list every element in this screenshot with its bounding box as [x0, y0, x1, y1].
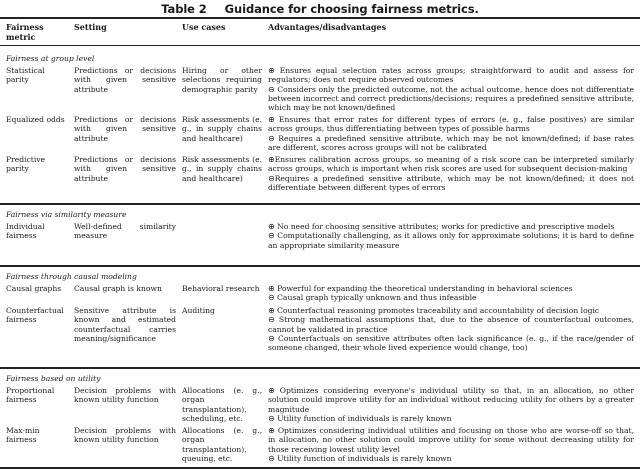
section-title-similarity: Fairness via similarity measure: [6, 210, 127, 219]
use-cases-cell: Hiring or other selections requiring demographic parity: [182, 66, 262, 94]
use-cases-cell: Allocations (e. g., organ transplantation), queuing, etc.: [182, 426, 262, 463]
disadvantage-text: Strong mathematical assumptions that, due to the absence of counterfactual outcomes, cannot be validated in practice: [268, 315, 634, 334]
setting-cell: Predictions or decisions with given sensitive attribute: [74, 155, 176, 183]
minus-icon: ⊖: [268, 315, 275, 325]
section-title-utility: Fairness based on utility: [6, 374, 101, 383]
setting-cell: Well-defined similarity measure: [74, 222, 176, 241]
advantage-text: No need for choosing sensitive attributes; works for predictive and prescriptive models: [277, 222, 615, 231]
table-title: Guidance for choosing fairness metrics.: [224, 2, 479, 16]
setting-cell: Decision problems with known utility function: [74, 386, 176, 405]
advantages-cell: [268, 66, 634, 112]
use-cases-cell: Risk assessments (e. g., in supply chains and healthcare): [182, 155, 262, 183]
advantages-cell: [268, 386, 634, 423]
advantages-cell: [268, 155, 634, 192]
setting-cell: Predictions or decisions with given sensitive attribute: [74, 115, 176, 143]
section-title-group-level: Fairness at group level: [6, 54, 95, 63]
plus-icon: ⊕: [268, 426, 275, 435]
plus-icon: ⊕: [268, 66, 275, 75]
advantage-text: Optimizes considering everyone's individual utility so that, in an allocation, no other solution could improve utility for an individual without reducing utility for others by a greater magnitude: [268, 386, 634, 414]
disadvantage-text: Considers only the predicted outcome, not the actual outcome, hence does not differentiate between incorrect and correct predictions/decisions; requires a predefined sensitive attribute, which may be not known/defined: [268, 84, 634, 113]
use-cases-cell: Auditing: [182, 306, 215, 315]
top-rule: [0, 17, 640, 19]
use-cases-cell: Allocations (e. g., organ transplantation), scheduling, etc.: [182, 386, 262, 423]
metric-name: Predictive parity: [6, 155, 46, 174]
minus-icon: ⊖: [268, 333, 275, 343]
section-rule: [0, 367, 640, 369]
plus-icon: ⊕: [268, 155, 275, 164]
advantages-cell: [268, 115, 634, 152]
minus-icon: ⊖: [268, 293, 275, 303]
setting-cell: Sensitive attribute is known and estimated counterfactual carries meaning/significance: [74, 306, 176, 343]
header-metric: Fairness metric: [6, 22, 44, 42]
table-caption: [0, 2, 640, 16]
advantage-text: Powerful for expanding the theoretical understanding in behavioral sciences: [277, 284, 573, 293]
disadvantage-text: Utility function of individuals is rarely known: [277, 413, 452, 423]
section-title-causal: Fairness through causal modeling: [6, 272, 137, 281]
plus-icon: ⊕: [268, 222, 275, 231]
use-cases-cell: Risk assessments (e. g., in supply chains and healthcare): [182, 115, 262, 143]
advantage-text: Ensures calibration across groups, so meaning of a risk score can be interpreted similarly across groups, which is important when risk scores are used for subsequent decision-making: [268, 155, 634, 174]
metric-name: Equalized odds: [6, 115, 65, 124]
bottom-rule: [0, 467, 640, 469]
header-advantages: Advantages/disadvantages: [268, 22, 387, 32]
disadvantage-text: Utility function of individuals is rarely known: [277, 453, 452, 463]
advantages-cell: [268, 306, 634, 352]
advantages-cell: [268, 284, 634, 303]
minus-icon: ⊖: [268, 173, 275, 183]
minus-icon: ⊖: [268, 84, 275, 94]
metric-name: Statistical parity: [6, 66, 45, 85]
plus-icon: ⊕: [268, 284, 275, 293]
metric-name: Counterfactual fairness: [6, 306, 64, 325]
setting-cell: Causal graph is known: [74, 284, 162, 293]
advantage-text: Ensures that error rates for different types of errors (e. g., false positives) are similar across groups, thus differentiating between types of possible harms: [268, 115, 634, 134]
plus-icon: ⊕: [268, 115, 275, 124]
setting-cell: Predictions or decisions with given sensitive attribute: [74, 66, 176, 94]
minus-icon: ⊖: [268, 133, 275, 143]
minus-icon: ⊖: [268, 413, 275, 423]
advantages-cell: [268, 426, 634, 463]
advantages-cell: [268, 222, 634, 250]
disadvantage-text: Requires a predefined sensitive attribute, which may be not known/defined; it does not differentiate between different types of errors: [268, 173, 634, 192]
plus-icon: ⊕: [268, 306, 275, 315]
use-cases-cell: Behavioral research: [182, 284, 260, 293]
disadvantage-text: Causal graph typically unknown and thus infeasible: [277, 293, 477, 303]
section-rule: [0, 265, 640, 267]
table-label: Table 2: [161, 2, 207, 16]
section-rule: [0, 203, 640, 205]
plus-icon: ⊕: [268, 386, 275, 395]
metric-name: Individual fairness: [6, 222, 45, 241]
disadvantage-text: Requires a predefined sensitive attribute, which may be not known/defined; if base rates are different, scores across groups will not be calibrated: [268, 133, 634, 152]
header-setting: Setting: [74, 22, 107, 32]
minus-icon: ⊖: [268, 231, 275, 241]
setting-cell: Decision problems with known utility function: [74, 426, 176, 445]
advantage-text: Optimizes considering individual utilities and focusing on those who are worse-off so that, in allocation, no other solution could improve utility for some without decreasing utility for those receiving lowest utility level: [268, 426, 634, 454]
metric-name: Max-min fairness: [6, 426, 40, 445]
advantage-text: Counterfactual reasoning promotes traceability and accountability of decision logic: [277, 306, 600, 315]
advantage-text: Ensures equal selection rates across groups; straightforward to audit and assess for regulators; does not require observed outcomes: [268, 66, 634, 85]
metric-name: Proportional fairness: [6, 386, 55, 405]
metric-name: Causal graphs: [6, 284, 62, 293]
minus-icon: ⊖: [268, 453, 275, 463]
header-use-cases: Use cases: [182, 22, 226, 32]
disadvantage-text: Computationally challenging, as it allows only for approximate solutions; it is hard to define an appropriate similarity measure: [268, 231, 634, 250]
disadvantage-text: Counterfactuals on sensitive attributes often lack significance (e. g., if the race/gender of someone changed, their whole lived experience would change, too): [268, 333, 634, 353]
header-rule: [0, 45, 640, 46]
